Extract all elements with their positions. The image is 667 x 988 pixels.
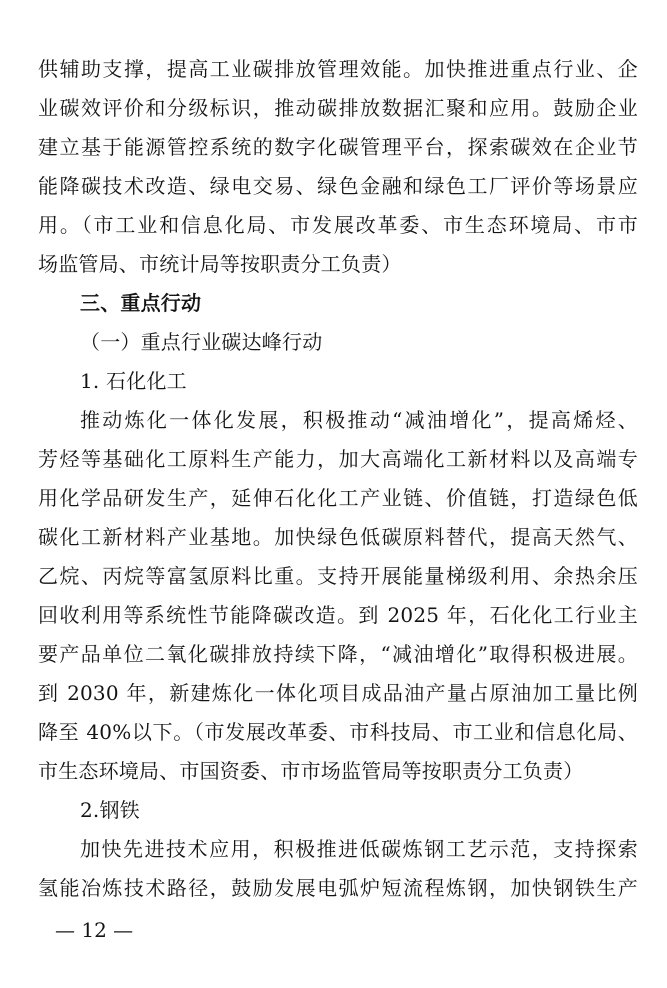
text-line: 市生态环境局、市国资委、市市场监管局等按职责分工负责） bbox=[38, 759, 584, 783]
text-line: 回收利用等系统性节能降碳改造。到 2025 年，石化化工行业主 bbox=[38, 603, 638, 627]
text-line: 业碳效评价和分级标识，推动碳排放数据汇聚和应用。鼓励企业 bbox=[38, 96, 638, 120]
text-line: 场监管局、市统计局等按职责分工负责） bbox=[38, 252, 402, 276]
text-line: 碳化工新材料产业基地。加快绿色低碳原料替代，提高天然气、 bbox=[38, 525, 638, 549]
subsection-heading: （一）重点行业碳达峰行动 bbox=[80, 330, 323, 354]
text-line: 要产品单位二氧化碳排放持续下降，“减油增化”取得积极进展。 bbox=[38, 642, 638, 666]
section-heading: 三、重点行动 bbox=[80, 291, 202, 315]
item-heading: 1. 石化化工 bbox=[80, 369, 187, 393]
paragraph-first-line: 推动炼化一体化发展，积极推动“减油增化”，提高烯烃、 bbox=[80, 408, 638, 432]
text-line: 氢能冶炼技术路径，鼓励发展电弧炉短流程炼钢，加快钢铁生产 bbox=[38, 876, 638, 900]
text-line: 到 2030 年，新建炼化一体化项目成品油产量占原油加工量比例 bbox=[38, 681, 638, 705]
item-heading: 2.钢铁 bbox=[80, 798, 140, 822]
paragraph-first-line: 加快先进技术应用，积极推进低碳炼钢工艺示范，支持探索 bbox=[80, 837, 638, 861]
text-line: 能降碳技术改造、绿电交易、绿色金融和绿色工厂评价等场景应 bbox=[38, 174, 638, 198]
text-line: 用化学品研发生产，延伸石化化工产业链、价值链，打造绿色低 bbox=[38, 486, 638, 510]
text-line: 建立基于能源管控系统的数字化碳管理平台，探索碳效在企业节 bbox=[38, 135, 638, 159]
body-text bbox=[38, 50, 638, 908]
text-line: 供辅助支撑，提高工业碳排放管理效能。加快推进重点行业、企 bbox=[38, 57, 638, 81]
text-line: 芳烃等基础化工原料生产能力，加大高端化工新材料以及高端专 bbox=[38, 447, 638, 471]
text-line: 乙烷、丙烷等富氢原料比重。支持开展能量梯级利用、余热余压 bbox=[38, 564, 638, 588]
text-line: 用。（市工业和信息化局、市发展改革委、市生态环境局、市市 bbox=[38, 213, 638, 237]
page-number: — 12 — bbox=[55, 918, 134, 942]
text-line: 降至 40%以下。（市发展改革委、市科技局、市工业和信息化局、 bbox=[38, 720, 638, 744]
